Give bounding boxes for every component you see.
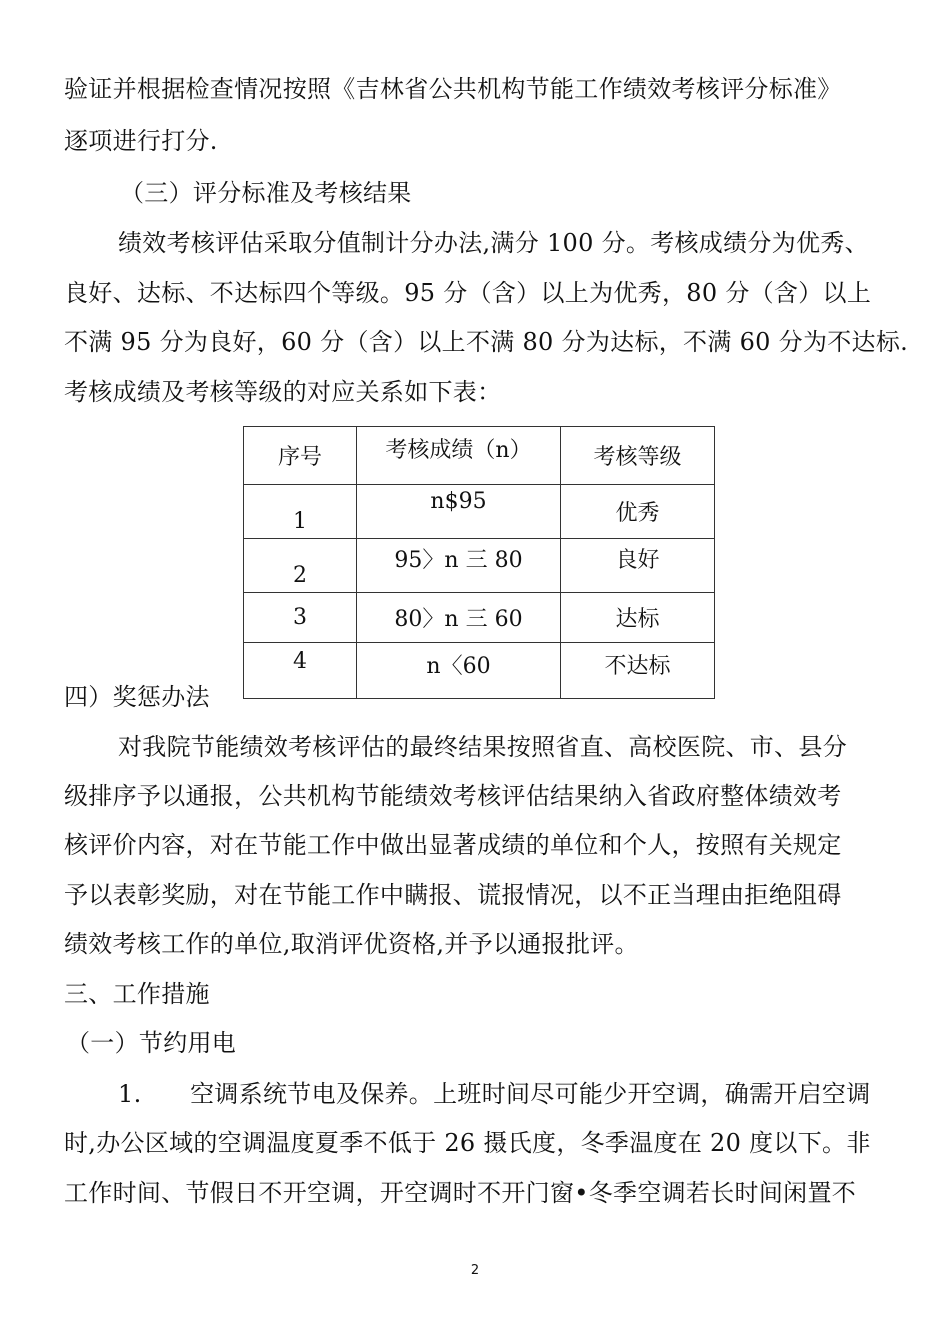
paragraph-line: 予以表彰奖励，对在节能工作中瞒报、谎报情况，以不正当理由拒绝阻碍 bbox=[64, 881, 842, 909]
table-header-row bbox=[244, 427, 715, 485]
table-cell: 不达标 bbox=[561, 643, 715, 699]
paragraph-line: 对我院节能绩效考核评估的最终结果按照省直、高校医院、市、县分 bbox=[118, 733, 847, 761]
table-row bbox=[244, 593, 715, 643]
grade-table bbox=[243, 426, 715, 699]
page-number: 2 bbox=[470, 1263, 480, 1278]
table-cell: 良好 bbox=[561, 539, 715, 593]
paragraph-line: 逐项进行打分. bbox=[64, 127, 218, 155]
table-cell: 1 bbox=[244, 485, 357, 539]
paragraph-line: 绩效考核评估采取分值制计分办法,满分 100 分。考核成绩分为优秀、 bbox=[118, 229, 869, 257]
table-cell: n〈60 bbox=[357, 643, 561, 699]
table-cell: 4 bbox=[244, 643, 357, 699]
table-row bbox=[244, 485, 715, 539]
section-heading: （一）节约用电 bbox=[66, 1029, 237, 1057]
table-header-cell: 考核等级 bbox=[561, 427, 715, 485]
paragraph-line: 良好、达标、不达标四个等级。95 分（含）以上为优秀，80 分（含）以上 bbox=[64, 279, 872, 307]
paragraph-line: 核评价内容，对在节能工作中做出显著成绩的单位和个人，按照有关规定 bbox=[64, 831, 842, 859]
table-cell: 80〉n 三 60 bbox=[357, 593, 561, 643]
paragraph-line: 1. 空调系统节电及保养。上班时间尽可能少开空调，确需开启空调 bbox=[118, 1080, 871, 1108]
table-row bbox=[244, 539, 715, 593]
table-cell: 优秀 bbox=[561, 485, 715, 539]
table-row bbox=[244, 643, 715, 699]
paragraph-line: 验证并根据检查情况按照《吉林省公共机构节能工作绩效考核评分标准》 bbox=[64, 75, 842, 103]
paragraph-line: 时,办公区域的空调温度夏季不低于 26 摄氏度，冬季温度在 20 度以下。非 bbox=[64, 1129, 871, 1157]
table-cell: 2 bbox=[244, 539, 357, 593]
table-header-cell: 序号 bbox=[244, 427, 357, 485]
paragraph-line: 不满 95 分为良好，60 分（含）以上不满 80 分为达标，不满 60 分为不达标. bbox=[64, 328, 909, 356]
paragraph-line: 级排序予以通报，公共机构节能绩效考核评估结果纳入省政府整体绩效考 bbox=[64, 782, 842, 810]
section-heading: （三）评分标准及考核结果 bbox=[120, 179, 412, 207]
table-cell: 3 bbox=[244, 593, 357, 643]
paragraph-line: 考核成绩及考核等级的对应关系如下表： bbox=[64, 378, 502, 406]
section-heading: 四）奖惩办法 bbox=[64, 683, 210, 711]
table-header-cell: 考核成绩（n） bbox=[357, 427, 561, 485]
table-cell: 95〉n 三 80 bbox=[357, 539, 561, 593]
table-cell: 达标 bbox=[561, 593, 715, 643]
paragraph-line: 工作时间、节假日不开空调，开空调时不开门窗•冬季空调若长时间闲置不 bbox=[64, 1179, 857, 1207]
section-heading: 三、工作措施 bbox=[64, 980, 210, 1008]
paragraph-line: 绩效考核工作的单位,取消评优资格,并予以通报批评。 bbox=[64, 930, 639, 958]
table-cell: n$95 bbox=[357, 485, 561, 539]
